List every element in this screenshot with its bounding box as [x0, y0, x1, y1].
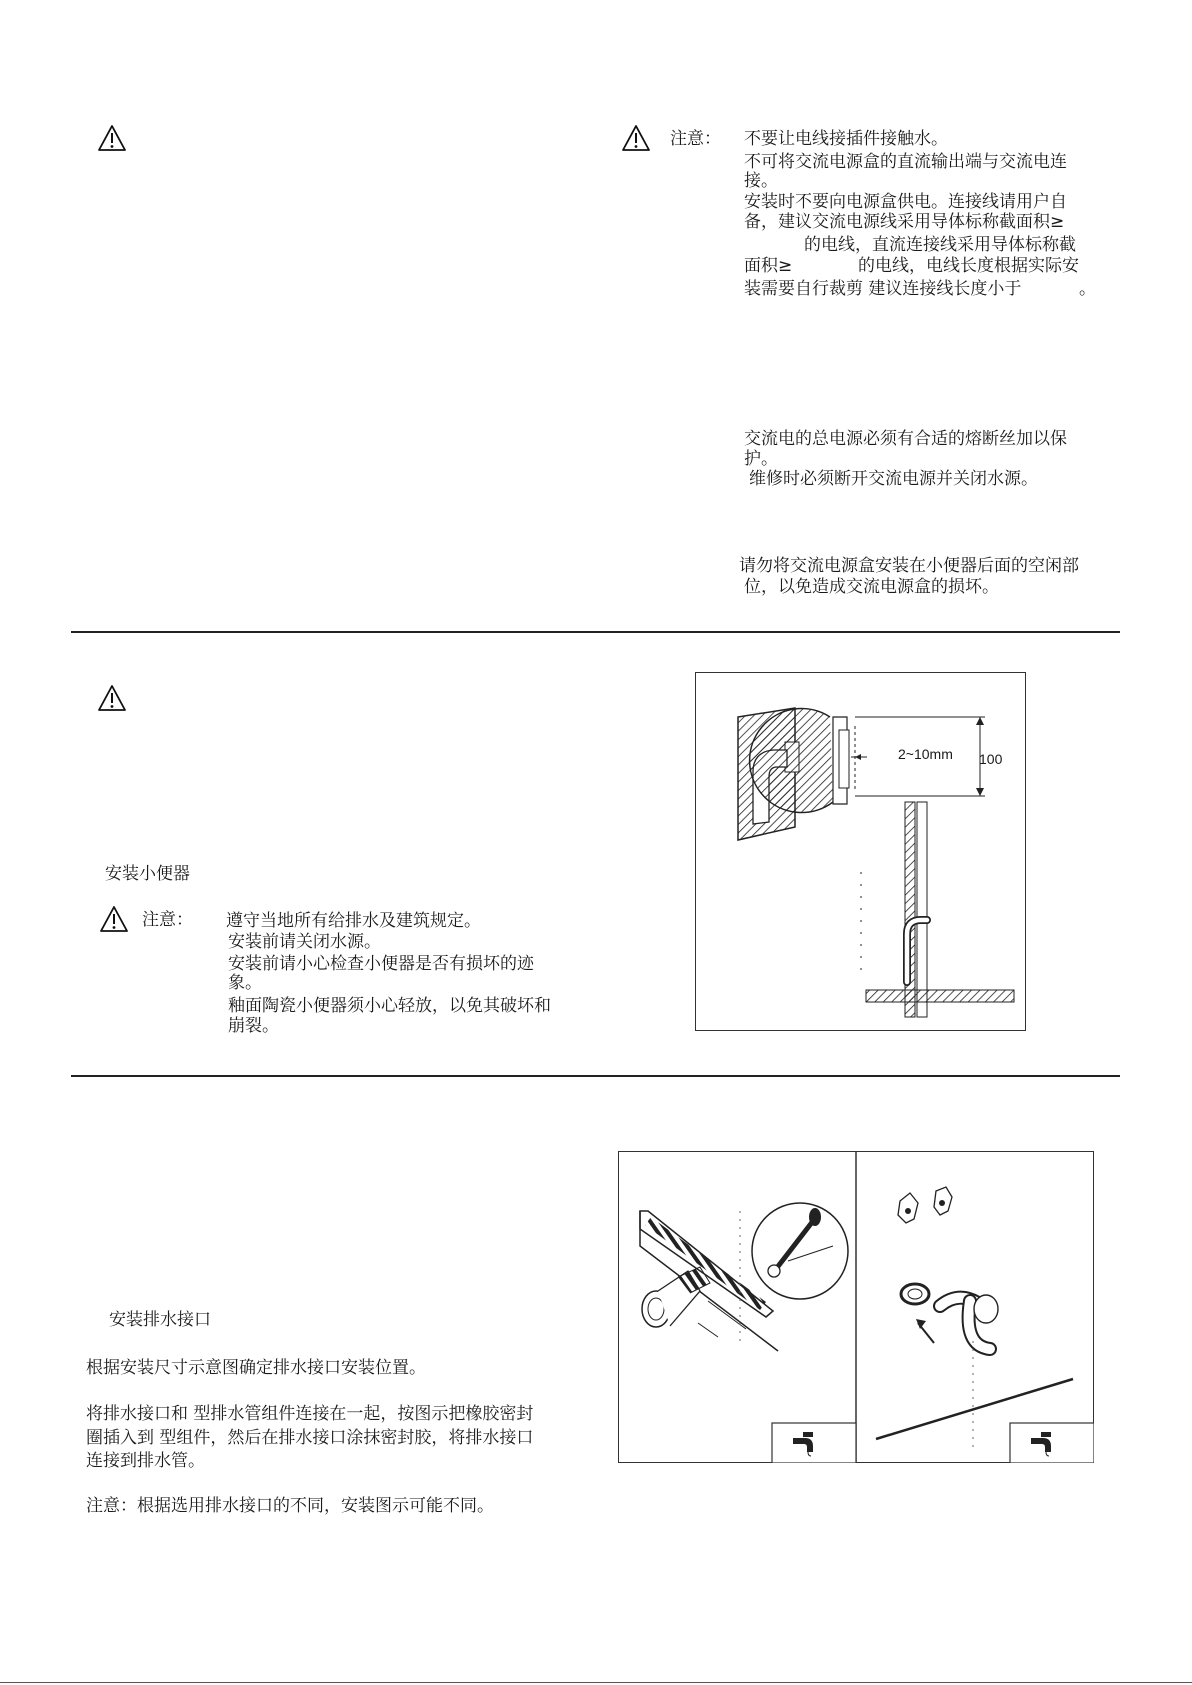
section-heading: 安装小便器: [105, 864, 190, 884]
fuse-note-line: 维修时必须断开交流电源并关闭水源。: [749, 469, 1038, 489]
drain-diagram: [618, 1151, 1094, 1463]
note-line: 象。: [228, 973, 262, 993]
faucet-logo-icon: [1027, 1428, 1061, 1458]
fuse-note-line: 护。: [744, 449, 778, 469]
faucet-logo-icon: [789, 1428, 823, 1458]
note-line: 面积≥: [744, 256, 793, 276]
height-dimension-label: 100: [979, 751, 1003, 767]
note-line: 不可将交流电源盒的直流输出端与交流电连: [744, 152, 1067, 172]
paragraph-line: 将排水接口和 型排水管组件连接在一起，按图示把橡胶密封: [86, 1404, 534, 1424]
paragraph-line: 圈插入到 型组件，然后在排水接口涂抹密封胶，将排水接口: [86, 1428, 534, 1448]
warning-icon: [97, 124, 127, 152]
section-divider: [71, 631, 1120, 633]
note-line: 。: [1079, 279, 1096, 299]
warning-icon: [621, 124, 651, 152]
placement-note-line: 请勿将交流电源盒安装在小便器后面的空闲部: [739, 556, 1079, 576]
placement-note-line: 位，以免造成交流电源盒的损坏。: [744, 577, 999, 597]
note-line: 的电线，直流连接线采用导体标称截: [804, 235, 1076, 255]
note-label: 注意：: [142, 910, 193, 930]
warning-icon: [97, 684, 127, 712]
note-line: 接。: [744, 171, 778, 191]
gap-dimension-label: 2~10mm: [898, 746, 953, 762]
mounting-illustration: [695, 672, 1026, 1031]
note-line: 釉面陶瓷小便器须小心轻放，以免其破坏和: [228, 996, 551, 1016]
note-label: 注意：: [670, 129, 721, 149]
note-line: 安装前请关闭水源。: [228, 932, 381, 952]
note-line: 遵守当地所有给排水及建筑规定。: [226, 911, 481, 931]
fuse-note-line: 交流电的总电源必须有合适的熔断丝加以保: [744, 429, 1067, 449]
paragraph: 根据安装尺寸示意图确定排水接口安装位置。: [86, 1358, 426, 1378]
note-line: 安装前请小心检查小便器是否有损坏的迹: [228, 954, 534, 974]
note-line: 崩裂。: [228, 1016, 279, 1036]
warning-icon: [99, 905, 129, 933]
note-line: 备，建议交流电源线采用导体标称截面积≥: [744, 212, 1065, 232]
note-line: 安装时不要向电源盒供电。连接线请用户自: [744, 192, 1067, 212]
paragraph-line: 连接到排水管。: [86, 1451, 205, 1471]
drain-illustration: [618, 1151, 1094, 1463]
note-line: 装需要自行裁剪 建议连接线长度小于: [744, 279, 1022, 299]
section-heading: 安装排水接口: [109, 1310, 211, 1330]
mounting-diagram: [695, 672, 1026, 1031]
section-divider: [71, 1075, 1120, 1077]
note-line: 的电线，电线长度根据实际安: [858, 256, 1079, 276]
note: 注意：根据选用排水接口的不同，安装图示可能不同。: [86, 1496, 494, 1516]
note-line: 不要让电线接插件接触水。: [744, 129, 948, 149]
footer-rule: [0, 1682, 1192, 1683]
